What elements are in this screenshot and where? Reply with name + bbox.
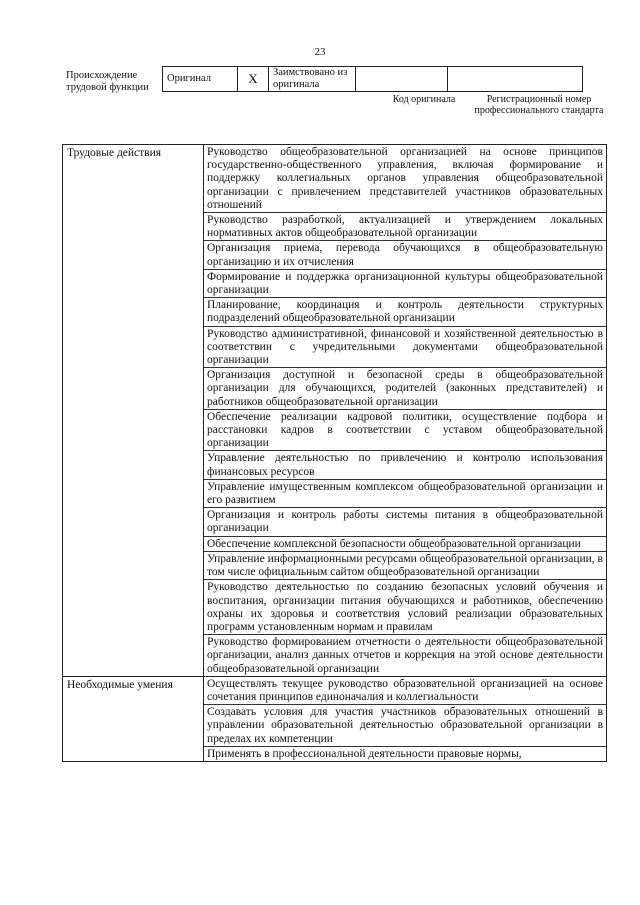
list-item: Формирование и поддержка организационной культуры общеобразовательной организации: [204, 270, 606, 298]
list-item: Организация доступной и безопасной среды в общеобразовательной организации для обучающихся, родителей (законных представителей) и работников общеобразовательной организации: [204, 368, 606, 410]
section-required-skills: [63, 676, 607, 761]
list-item: Планирование, координация и контроль деятельности структурных подразделений общеобразовательной организации: [204, 298, 606, 326]
section-labor-actions: [63, 145, 607, 677]
list-item: Руководство разработкой, актуализацией и утверждением локальных нормативных актов общеобразовательной организации: [204, 213, 606, 241]
list-item: Руководство деятельностью по созданию безопасных условий обучения и воспитания, организации питания обучающихся и работников, обеспечению охраны их здоровья и соответствия условий реализации образовательных программ установленным нормам и правилам: [204, 580, 606, 635]
list-item: Руководство формированием отчетности о деятельности общеобразовательной организации, анализ данных отчетов и коррекция на этой основе деятельности общеобразовательной организации: [207, 636, 603, 675]
code-caption: Код оригинала: [392, 94, 456, 105]
list-item: Руководство общеобразовательной организацией на основе принципов государственно-общественного управления, включая формирование и поддержку коллегиальных органов управления общеобразовательной организации с привлечением представителей участников образовательных отношений: [204, 145, 606, 213]
list-item: Управление имущественным комплексом общеобразовательной организации и его развитием: [204, 480, 606, 508]
function-table: [62, 144, 607, 762]
origin-label: Происхождение трудовой функции: [66, 70, 149, 93]
registration-caption: Регистрационный номер профессионального стандарта: [474, 94, 604, 116]
original-cell: Оригинал: [163, 67, 238, 92]
section-items: [204, 676, 607, 761]
code-cell: [356, 67, 448, 92]
borrowed-cell: Заимствовано из оригинала: [269, 67, 356, 92]
section-label: Необходимые умения: [63, 676, 204, 761]
registration-cell: [448, 67, 583, 92]
list-item: Осуществлять текущее руководство образовательной организацией на основе сочетания принципов единоначалия и коллегиальности: [204, 677, 606, 705]
section-items: [204, 145, 607, 677]
list-item: Обеспечение реализации кадровой политики, осуществление подбора и расстановки кадров в соответствии с уставом общеобразовательной организации: [204, 410, 606, 452]
list-item: Управление информационными ресурсами общеобразовательной организации, в том числе официальным сайтом общеобразовательной организации: [204, 552, 606, 580]
list-item: Создавать условия для участия участников образовательных отношений в управлении образовательной деятельностью образовательной организации в пределах их компетенции: [204, 705, 606, 747]
origin-table: [162, 66, 583, 92]
list-item: Организация приема, перевода обучающихся в общеобразовательную организацию и их отчисления: [204, 241, 606, 269]
section-label: Трудовые действия: [63, 145, 204, 677]
list-item: Обеспечение комплексной безопасности общеобразовательной организации: [204, 537, 606, 552]
original-mark: X: [238, 67, 269, 92]
list-item: Организация и контроль работы системы питания в общеобразовательной организации: [204, 508, 606, 536]
list-item: Применять в профессиональной деятельности правовые нормы,: [207, 747, 522, 760]
list-item: Руководство административной, финансовой и хозяйственной деятельностью в соответствии с учредительными документами общеобразовательной организации: [204, 327, 606, 369]
page-number: 23: [314, 46, 326, 58]
list-item: Управление деятельностью по привлечению и контролю использования финансовых ресурсов: [204, 451, 606, 479]
